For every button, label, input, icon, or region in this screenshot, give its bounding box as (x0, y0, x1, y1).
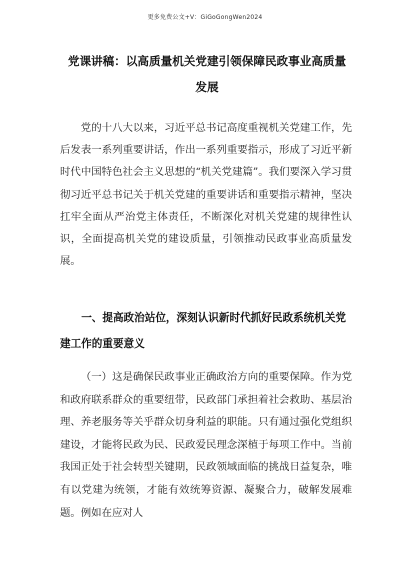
section-paragraph: （一）这是确保民政事业正确政治方向的重要保障。作为党和政府联系群众的重要纽带，民政部门承担着社会救助、基层治理、养老服务等关乎群众切身利益的职能。只有通过强化党组织建设，才能将民政为民、民政爱民理念深植于每项工作中。当前我国正处于社会转型关键期，民政领域面临的挑战日益复杂，唯有以党建为统领，才能有效统筹资源、凝聚合力，破解发展难题。例如在应对人 (60, 371, 352, 519)
header-note: 更多免费公文+V：GiGoGongWen2024 (147, 14, 263, 21)
intro-paragraph: 党的十八大以来，习近平总书记高度重视机关党建工作，先后发表一系列重要讲话，作出一系列重要指示，形成了习近平新时代中国特色社会主义思想的“机关党建篇”。我们要深入学习贯彻习近平总书记关于机关党建的重要讲话和重要指示精神，坚决扛牢全面从严治党主体责任，不断深化对机关党建的规律性认识，全面提高机关党的建设质量，引领推动民政事业高质量发展。 (60, 122, 352, 268)
section-heading: 一、提高政治站位，深刻认识新时代抓好民政系统机关党建工作的重要意义 (60, 312, 347, 350)
document-title: 党课讲稿：以高质量机关党建引领保障民政事业高质量发展 (67, 54, 347, 94)
